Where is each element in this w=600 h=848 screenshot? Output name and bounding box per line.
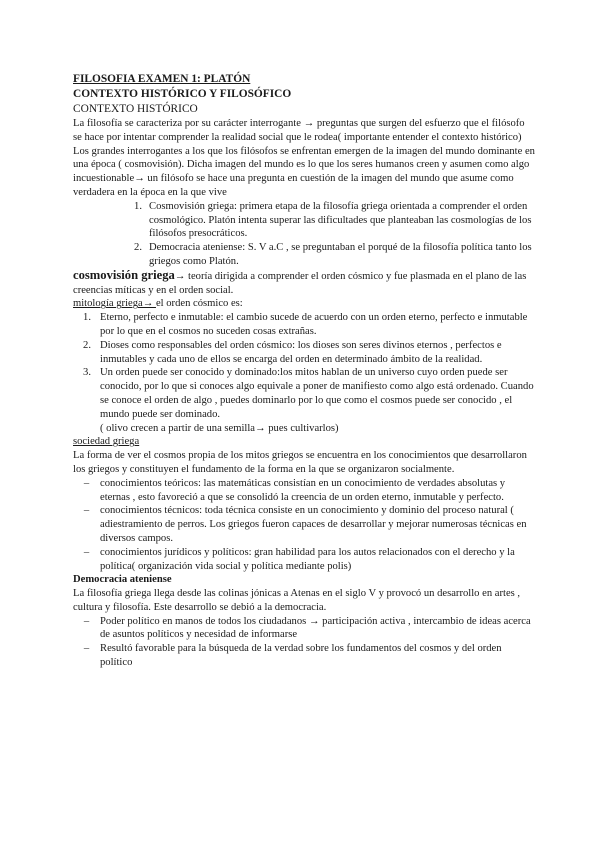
cosmovision-term: cosmovisión griega bbox=[73, 267, 175, 282]
mythology-term: mitología griega→ bbox=[73, 298, 156, 310]
list-item bbox=[73, 615, 535, 643]
dash-bullet: – bbox=[83, 546, 90, 558]
list-text: Eterno, perfecto e inmutable: el cambio sucede de acuerdo con un orden eterno, perfecto e inmutable por lo que en el cosmos no suceden cosas extrañas. bbox=[100, 312, 528, 337]
list-item bbox=[130, 200, 535, 241]
section-heading-context: CONTEXTO HISTÓRICO Y FILOSÓFICO bbox=[73, 88, 292, 100]
dash-bullet: – bbox=[83, 643, 90, 655]
list-text: conocimientos jurídicos y políticos: gran habilidad para los autos relacionados con el derecho y la política( organización vida social y política mediante polis) bbox=[100, 546, 515, 572]
list-item bbox=[73, 339, 535, 367]
list-text: Cosmovisión griega: primera etapa de la filosofía griega orientada a comprender el orden cosmológico. Platón intenta superar las dificultades que planteaban las cosmologías de los filósofos presocráticos. bbox=[149, 200, 532, 240]
list-number: 2. bbox=[134, 242, 142, 254]
list-text: conocimientos técnicos: toda técnica consiste en un conocimiento y dominio del proceso natural ( adiestramiento de perros. Los griegos fueron capaces de desarrollar y mejorar numerosas técnicas en diversos campos. bbox=[100, 505, 527, 544]
cosmovision-definition: teoría dirigida a comprender el orden cósmico y fue plasmada en el plano de las creencias míticas y en el orden social. bbox=[73, 270, 527, 296]
dash-bullet: – bbox=[83, 615, 90, 627]
list-text: Dioses como responsables del orden cósmico: los dioses son seres divinos eternos , perfectos e inmutables y cada uno de ellos se encarga del orden en determinado ámbito de la realidad. bbox=[100, 339, 502, 365]
mythology-list bbox=[73, 311, 535, 421]
democracy-heading: Democracia ateniense bbox=[73, 574, 172, 586]
society-paragraph: La forma de ver el cosmos propia de los mitos griegos se encuentra en los conocimientos que desarrollaron los griegos y constituyen el fundamento de la forma en la que se organizaron socialmente. bbox=[73, 450, 527, 475]
society-heading: sociedad griega bbox=[73, 436, 140, 448]
list-item bbox=[73, 311, 535, 339]
democracy-list bbox=[73, 615, 535, 670]
cosmovision-paragraph bbox=[73, 269, 535, 298]
mythology-rest: el orden cósmico es: bbox=[155, 298, 243, 310]
list-item bbox=[73, 546, 535, 574]
dash-bullet: – bbox=[83, 505, 90, 517]
list-text: conocimientos teóricos: las matemáticas consistían en un conocimiento de verdades absolutas y eternas , esto favoreció a que se consolidó la creencia de un orden eterno, inmutable y perfecto. bbox=[100, 477, 506, 503]
list-number: 1. bbox=[134, 200, 142, 212]
list-number: 1. bbox=[83, 312, 91, 324]
intro-paragraph-2: Los grandes interrogantes a los que los filósofos se enfrentan emergen de la imagen del mundo dominante en una época ( cosmovisión). Dicha imagen del mundo es lo que los seres humanos creen y asumen como algo incuestionable→ un filósofo se hace una pregunta en cuestión de la imagen del mundo que asume como verdadera en la época en la que vive bbox=[73, 145, 535, 198]
list-item bbox=[73, 477, 535, 505]
intro-paragraph-1: La filosofía se caracteriza por su carácter interrogante → preguntas que surgen del esfuerzo que el filósofo se hace por intentar comprender la realidad social que le rodea( importante entender el contexto histórico) bbox=[73, 118, 525, 143]
dash-bullet: – bbox=[83, 477, 90, 489]
arrow-glyph: → bbox=[174, 270, 186, 282]
list-number: 2. bbox=[83, 339, 91, 351]
mythology-note: ( olivo crecen a partir de una semilla→ pues cultivarlos) bbox=[100, 422, 339, 434]
document-body bbox=[73, 72, 535, 670]
list-text: Democracia ateniense: S. V a.C , se preguntaban el porqué de la filosofía política tanto los griegos como Platón. bbox=[149, 242, 532, 267]
mythology-line bbox=[73, 297, 535, 311]
list-item bbox=[73, 642, 535, 670]
list-item bbox=[73, 504, 535, 545]
list-text: Un orden puede ser conocido y dominado:los mitos hablan de un universo cuyo orden puede ser conocido, por lo que si conoces algo equivale a poner de manifiesto como algo está ordenado. Cuando se conoce el orden de algo , puedes dominarlo por lo que como el cosmos puede ser conocido , el mundo puede ser dominado. bbox=[100, 367, 534, 420]
list-text: Resultó favorable para la búsqueda de la verdad sobre los fundamentos del cosmos y del orden político bbox=[100, 643, 502, 669]
list-number: 3. bbox=[83, 367, 91, 379]
list-text: Poder político en manos de todos los ciudadanos → participación activa , intercambio de ideas acerca de asuntos políticos y necesidad de informarse bbox=[100, 615, 531, 641]
document-title: FILOSOFIA EXAMEN 1: PLATÓN bbox=[73, 73, 251, 85]
society-list bbox=[73, 477, 535, 574]
context-list bbox=[73, 200, 535, 269]
democracy-paragraph: La filosofía griega llega desde las colinas jónicas a Atenas en el siglo V y provocó un desarrollo en artes , cultura y filosofía. Este desarrollo se debió a la democracia. bbox=[73, 588, 521, 613]
list-item bbox=[73, 366, 535, 421]
subheading-historic: CONTEXTO HISTÓRICO bbox=[73, 103, 198, 115]
list-item bbox=[130, 241, 535, 269]
